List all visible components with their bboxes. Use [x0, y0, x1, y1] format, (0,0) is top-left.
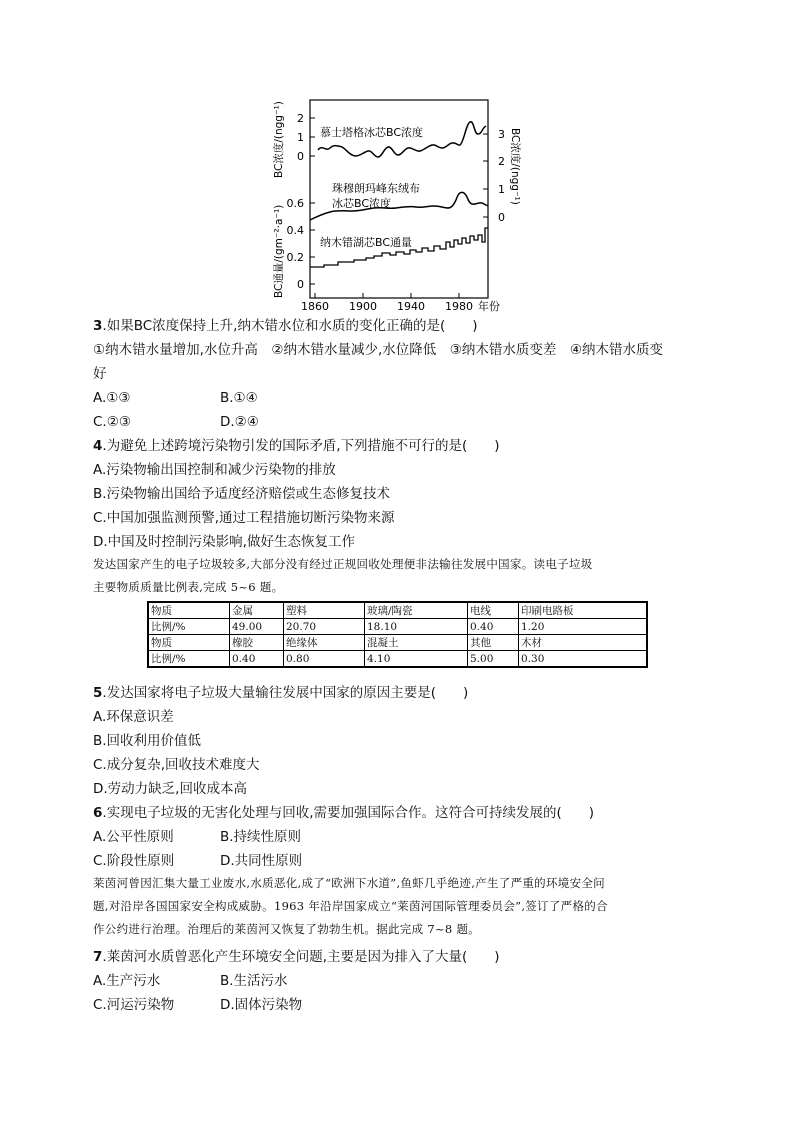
q5-option-b[interactable]: B.回收利用价值低	[93, 733, 202, 749]
q4-option-c[interactable]: C.中国加强监测预警,通过工程措施切断污染物来源	[93, 510, 395, 526]
intro-7-8-line1: 莱茵河曾因汇集大量工业废水,水质恶化,成了“欧洲下水道”,鱼虾几乎绝迹,产生了严重的环境安全问	[93, 876, 605, 890]
table-cell: 物质	[148, 635, 230, 651]
q6-option-c[interactable]: C.阶段性原则	[93, 853, 175, 869]
left-top-tick: 2	[297, 112, 304, 125]
right-axis-title: BC浓度/(ngg⁻¹)	[509, 128, 521, 205]
table-cell: 木材	[519, 635, 648, 651]
left-top-tick: 0	[297, 150, 304, 163]
q4-number: 4	[93, 438, 103, 454]
q3-choices-line1: ①纳木错水量增加,水位升高 ②纳木错水量减少,水位降低 ③纳木错水质变差 ④纳木错水质变	[93, 342, 663, 358]
table-cell: 印刷电路板	[519, 602, 648, 619]
table-cell: 电线	[468, 602, 519, 619]
q3-number: 3	[93, 318, 103, 334]
table-cell: 18.10	[365, 619, 468, 635]
table-cell: 1.20	[519, 619, 648, 635]
q3-stem-text: .如果BC浓度保持上升,纳木错水位和水质的变化正确的是( )	[102, 318, 478, 334]
q4-option-d[interactable]: D.中国及时控制污染影响,做好生态恢复工作	[93, 534, 355, 550]
table-cell: 绝缘体	[284, 635, 365, 651]
left-bottom-tick: 0.6	[286, 197, 304, 210]
q5-stem-text: .发达国家将电子垃圾大量输往发展中国家的原因主要是( )	[102, 685, 469, 701]
x-tick: 1900	[349, 300, 377, 312]
table-cell: 20.70	[284, 619, 365, 635]
table-row	[148, 635, 647, 651]
right-tick: 2	[498, 155, 505, 168]
q6-number: 6	[93, 805, 103, 821]
intro-7-8-line2: 题,对沿岸各国国家安全构成威胁。1963 年沿岸国家成立“莱茵河国际管理委员会”,签订了严格的合	[93, 899, 608, 913]
q5-number: 5	[93, 685, 103, 701]
ewaste-material-table	[147, 601, 648, 668]
q3-option-b[interactable]: B.①④	[220, 390, 258, 406]
everest-series-label: 珠穆朗玛峰东绒布	[332, 182, 420, 195]
table-cell: 橡胶	[230, 635, 284, 651]
muztagh-series-label: 慕士塔格冰芯BC浓度	[320, 126, 424, 139]
left-axis-top-title: BC浓度/(ngg⁻¹)	[273, 101, 285, 178]
q6-option-a[interactable]: A.公平性原则	[93, 829, 174, 845]
table-cell: 4.10	[365, 651, 468, 668]
q6-option-d[interactable]: D.共同性原则	[220, 853, 303, 869]
q3-choices-line2: 好	[93, 366, 107, 382]
q6-option-b[interactable]: B.持续性原则	[220, 829, 302, 845]
q7-stem-text: .莱茵河水质曾恶化产生环境安全问题,主要是因为排入了大量( )	[102, 949, 500, 965]
q3-stem	[93, 318, 477, 334]
intro-5-6-line1: 发达国家产生的电子垃圾较多,大部分没有经过正规回收处理便非法输往发展中国家。读电子垃圾	[93, 557, 593, 571]
table-cell: 比例/%	[148, 619, 230, 635]
right-tick: 1	[498, 183, 505, 196]
bc-figure	[260, 90, 540, 312]
left-bottom-tick: 0	[297, 278, 304, 291]
table-row	[148, 602, 647, 619]
table-cell: 塑料	[284, 602, 365, 619]
left-top-tick: 1	[297, 131, 304, 144]
q6-stem-text: .实现电子垃圾的无害化处理与回收,需要加强国际合作。这符合可持续发展的( )	[102, 805, 595, 821]
x-tick: 1980	[445, 300, 473, 312]
q4-option-a[interactable]: A.污染物输出国控制和减少污染物的排放	[93, 462, 336, 478]
q5-option-c[interactable]: C.成分复杂,回收技术难度大	[93, 757, 260, 773]
q4-stem	[93, 438, 500, 454]
q3-option-a[interactable]: A.①③	[93, 390, 131, 406]
table-cell: 物质	[148, 602, 230, 619]
table-cell: 其他	[468, 635, 519, 651]
everest-series-label: 冰芯BC浓度	[332, 197, 392, 210]
left-bottom-tick: 0.2	[286, 251, 304, 264]
table-cell: 0.40	[468, 619, 519, 635]
q3-option-d[interactable]: D.②④	[220, 414, 259, 430]
left-bottom-tick: 0.4	[286, 224, 304, 237]
left-axis-bottom-title: BC通量/(gm⁻²·a⁻¹)	[273, 204, 285, 298]
table-cell: 49.00	[230, 619, 284, 635]
q7-option-d[interactable]: D.固体污染物	[220, 997, 303, 1013]
right-tick: 3	[498, 128, 505, 141]
table-cell: 0.40	[230, 651, 284, 668]
table-cell: 玻璃/陶瓷	[365, 602, 468, 619]
q7-option-a[interactable]: A.生产污水	[93, 973, 161, 989]
intro-7-8-line3: 作公约进行治理。治理后的莱茵河又恢复了勃勃生机。据此完成 7~8 题。	[93, 922, 481, 936]
q6-stem	[93, 805, 594, 821]
namco-series-label: 纳木错湖芯BC通量	[320, 236, 413, 249]
intro-7-8	[93, 872, 705, 941]
q4-option-b[interactable]: B.污染物输出国给予适度经济赔偿或生态修复技术	[93, 486, 391, 502]
q3-option-c[interactable]: C.②③	[93, 414, 131, 430]
table-row	[148, 619, 647, 635]
q7-number: 7	[93, 949, 103, 965]
q4-stem-text: .为避免上述跨境污染物引发的国际矛盾,下列措施不可行的是( )	[102, 438, 500, 454]
right-tick: 0	[498, 211, 505, 224]
q5-option-a[interactable]: A.环保意识差	[93, 709, 174, 725]
table-cell: 混凝土	[365, 635, 468, 651]
q7-option-c[interactable]: C.河运污染物	[93, 997, 175, 1013]
q7-option-b[interactable]: B.生活污水	[220, 973, 288, 989]
q7-stem	[93, 949, 500, 965]
table-cell: 5.00	[468, 651, 519, 668]
x-unit: 年份	[478, 300, 500, 312]
x-tick: 1940	[397, 300, 425, 312]
q5-stem	[93, 685, 468, 701]
intro-5-6-line2: 主要物质质量比例表,完成 5~6 题。	[93, 580, 284, 594]
intro-5-6	[93, 553, 705, 599]
x-tick: 1860	[301, 300, 329, 312]
table-row	[148, 651, 647, 668]
table-cell: 0.80	[284, 651, 365, 668]
q5-option-d[interactable]: D.劳动力缺乏,回收成本高	[93, 781, 247, 797]
table-cell: 金属	[230, 602, 284, 619]
table-cell: 比例/%	[148, 651, 230, 668]
table-cell: 0.30	[519, 651, 648, 668]
